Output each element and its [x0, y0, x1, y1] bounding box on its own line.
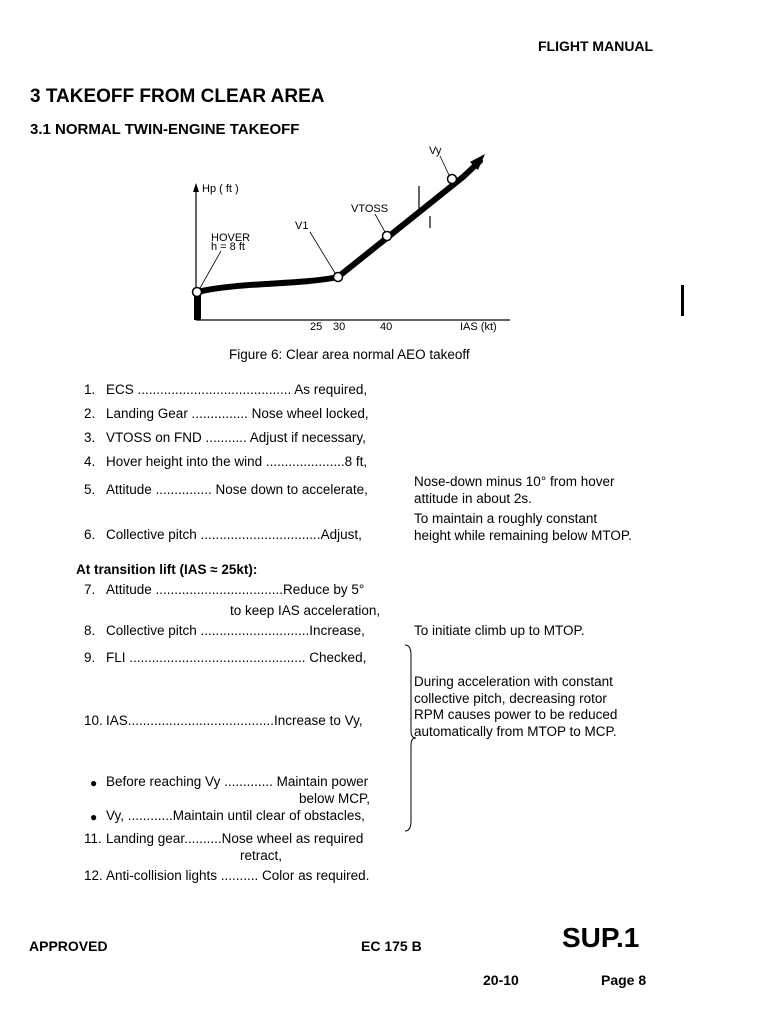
step-text: Collective pitch .............................Increase,	[106, 623, 365, 638]
model-label: EC 175 B	[361, 938, 422, 954]
x-tick-40: 40	[380, 321, 393, 333]
bullet-1-continuation: below MCP,	[299, 791, 371, 806]
transition-lift-heading: At transition lift (IAS ≈ 25kt):	[76, 562, 258, 577]
step-text: IAS.......................................Increase to Vy,	[106, 713, 363, 728]
subsection-heading: 3.1 NORMAL TWIN-ENGINE TAKEOFF	[30, 121, 300, 138]
revision-label: 20-10	[483, 972, 519, 988]
takeoff-profile-figure	[180, 140, 540, 340]
step-text: Anti-collision lights .......... Color as required.	[106, 868, 370, 883]
step-number: 9.	[84, 650, 96, 665]
approved-label: APPROVED	[29, 938, 108, 954]
step-7-continuation: to keep IAS acceleration,	[230, 603, 381, 618]
step-text: Attitude ............... Nose down to accelerate,	[106, 482, 368, 497]
vtoss-leader	[375, 214, 385, 232]
vtoss-label: VTOSS	[351, 203, 389, 215]
step-number: 2.	[84, 406, 96, 421]
y-axis-label: Hp ( ft )	[202, 183, 239, 195]
page-number: Page 8	[601, 972, 647, 988]
y-axis-arrow	[193, 183, 199, 192]
step-text: ECS ......................................... As required,	[106, 382, 368, 397]
step-11-continuation: retract,	[240, 848, 283, 863]
vy-point	[448, 175, 457, 184]
hover-point	[193, 288, 202, 297]
x-tick-30: 30	[333, 321, 346, 333]
v1-label: V1	[295, 220, 309, 232]
step-number: 7.	[84, 582, 96, 597]
vtoss-point	[383, 232, 392, 241]
step-number: 10.	[84, 713, 103, 728]
step-6-note: To maintain a roughly constant height while remaining below MTOP.	[414, 511, 632, 543]
step-number: 12.	[84, 868, 103, 883]
bullet-1: Before reaching Vy ............. Maintain power	[106, 774, 369, 789]
step-number: 4.	[84, 454, 96, 469]
step-number: 3.	[84, 430, 96, 445]
supplement-label: SUP.1	[562, 922, 640, 953]
step-text: Landing gear..........Nose wheel as required	[106, 831, 364, 846]
step-number: 6.	[84, 527, 96, 542]
step-number: 5.	[84, 482, 96, 497]
vy-leader	[440, 156, 449, 175]
x-tick-25: 25	[310, 321, 323, 333]
step-number: 1.	[84, 382, 96, 397]
bullet-2: Vy, ............Maintain until clear of obstacles,	[106, 808, 365, 823]
v1-leader	[310, 232, 335, 273]
brace-note: During acceleration with constant collective pitch, decreasing rotor RPM causes power to be reduced automatically from MTOP to MCP.	[414, 674, 618, 739]
step-text: Collective pitch ................................Adjust,	[106, 527, 362, 542]
hover-label: HOVER	[211, 232, 251, 244]
vy-label: Vy	[429, 145, 442, 157]
step-text: Attitude ..................................Reduce by 5°	[106, 582, 365, 597]
hover-leader	[200, 251, 221, 288]
manual-title: FLIGHT MANUAL	[538, 38, 654, 54]
step-5-note: Nose-down minus 10° from hover attitude in about 2s.	[414, 474, 615, 506]
step-number: 11.	[84, 831, 102, 846]
step-text: Hover height into the wind .....................8 ft,	[106, 454, 368, 469]
figure-caption: Figure 6: Clear area normal AEO takeoff	[229, 347, 470, 362]
step-text: Landing Gear ............... Nose wheel locked,	[106, 406, 369, 421]
bullet-dot: ●	[90, 776, 98, 790]
step-number: 8.	[84, 623, 96, 638]
hover-height-label: h = 8 ft	[211, 241, 245, 253]
step-text: VTOSS on FND ........... Adjust if necessary,	[106, 430, 366, 445]
x-axis-label: IAS (kt)	[460, 321, 497, 333]
section-heading: 3 TAKEOFF FROM CLEAR AREA	[30, 86, 325, 107]
change-bar	[681, 285, 684, 316]
step-text: FLI ............................................... Checked,	[106, 650, 367, 665]
step-8-note: To initiate climb up to MTOP.	[414, 623, 585, 638]
bullet-dot: ●	[90, 810, 98, 824]
v1-point	[334, 273, 343, 282]
